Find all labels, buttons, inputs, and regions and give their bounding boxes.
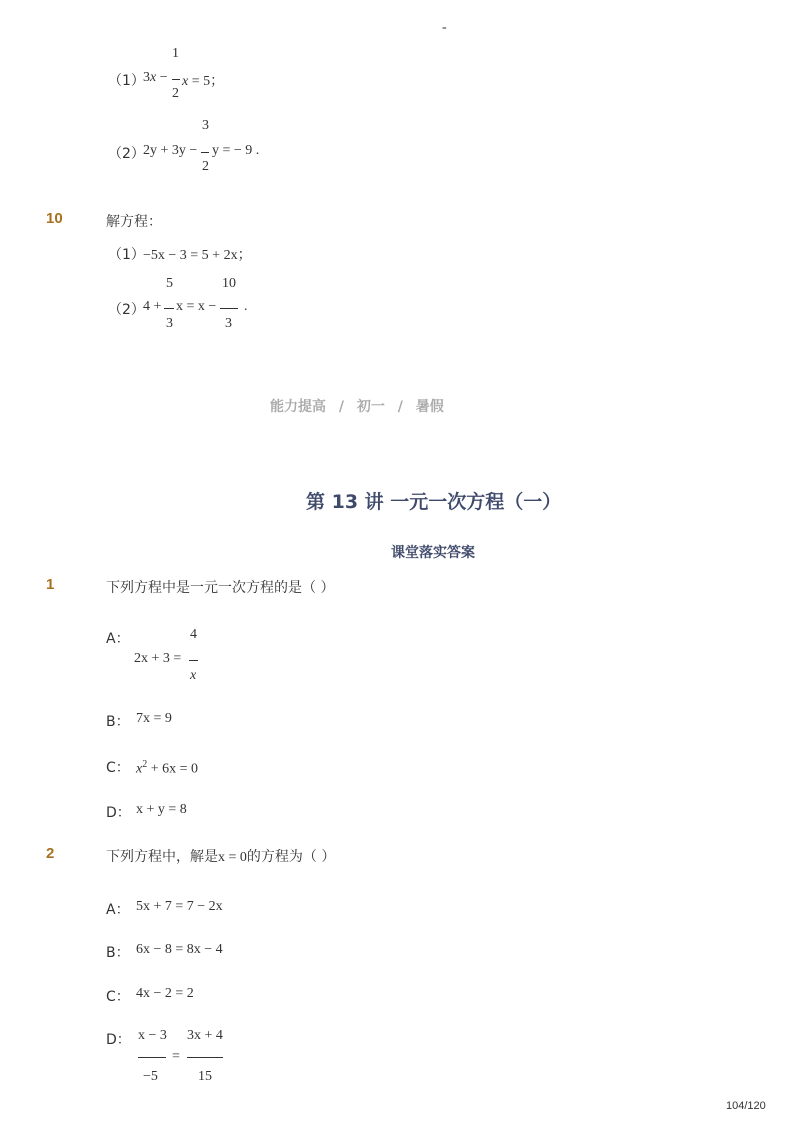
breadcrumb-separator: /: [397, 399, 403, 415]
q1-option-d-expr: x + y = 8: [136, 802, 187, 817]
q9-p1-right: x = 5；: [182, 74, 225, 89]
q10-p2-denominator-2: 3: [225, 316, 232, 331]
q1-option-c-expr: $x^2 + 6x = 0$: [136, 759, 199, 777]
q2-option-d-numerator-2: 3x + 4: [187, 1028, 223, 1043]
q9-p2-left: 2y + 3y −: [143, 143, 198, 158]
q9-p1-left: 3x −: [143, 70, 168, 85]
q10-p2-mid: x = x −: [176, 299, 217, 314]
q9-p1-numerator: 1: [172, 46, 179, 61]
q10-p2-label: （2）: [108, 302, 145, 318]
q1-option-c-label: C：: [106, 760, 130, 776]
q1-option-a-fraction-bar: [189, 660, 198, 661]
q2-text: 下列方程中，解是x = 0的方程为（ ）: [106, 849, 336, 865]
q1-option-d-label: D：: [106, 805, 131, 821]
q10-p2-numerator-2: 10: [222, 276, 236, 291]
section-title: 课堂落实答案: [391, 545, 475, 561]
q10-p2-fraction-bar-1: [164, 308, 174, 309]
q1-text: 下列方程中是一元一次方程的是（ ）: [106, 580, 335, 596]
q10-p1-expr: −5x − 3 = 5 + 2x；: [143, 248, 252, 263]
q2-option-c-label: C：: [106, 989, 130, 1005]
q10-number: 10: [46, 210, 63, 227]
q1-option-a-numerator: 4: [190, 627, 197, 642]
q2-option-d-equals: =: [172, 1049, 180, 1064]
q1-number: 1: [46, 576, 55, 593]
q2-number: 2: [46, 845, 55, 862]
lecture-title: 第 13 讲 一元一次方程（一）: [306, 491, 562, 513]
q1-option-b-expr: 7x = 9: [136, 711, 172, 726]
q2-option-d-numerator-1: x − 3: [138, 1028, 167, 1043]
q2-option-b-label: B：: [106, 945, 130, 961]
q9-p2-numerator: 3: [202, 118, 209, 133]
breadcrumb-separator: /: [338, 399, 344, 415]
q2-option-d-fraction-bar-1: [138, 1057, 166, 1058]
q2-option-c-expr: 4x − 2 = 2: [136, 986, 194, 1001]
q2-option-d-fraction-bar-2: [187, 1057, 223, 1058]
q9-p2-right: y = − 9 .: [212, 143, 260, 158]
breadcrumb: [270, 396, 444, 416]
q1-option-b-label: B：: [106, 714, 130, 730]
top-mark: -: [442, 20, 447, 35]
q10-prompt: 解方程：: [106, 214, 162, 230]
q1-option-a-left: 2x + 3 =: [134, 651, 182, 666]
q2-option-a-expr: 5x + 7 = 7 − 2x: [136, 899, 223, 914]
breadcrumb-level-3: 暑假: [415, 399, 444, 415]
breadcrumb-level-2: 初一: [356, 399, 385, 415]
q10-p2-numerator-1: 5: [166, 276, 173, 291]
q9-p2-fraction-bar: [201, 152, 209, 153]
q1-option-a-label: A：: [106, 631, 130, 647]
q2-option-a-label: A：: [106, 902, 130, 918]
q9-p2-denominator: 2: [202, 159, 209, 174]
q10-p2-denominator-1: 3: [166, 316, 173, 331]
q9-p1-fraction-bar: [172, 79, 180, 80]
q10-p2-end: .: [244, 299, 248, 314]
breadcrumb-level-1: 能力提高: [270, 399, 326, 415]
q9-p2-label: （2）: [108, 146, 145, 162]
q2-option-d-denominator-1: −5: [143, 1069, 158, 1084]
q1-option-a-denominator: x: [190, 668, 197, 683]
q2-option-b-expr: 6x − 8 = 8x − 4: [136, 942, 223, 957]
page-number: 104/120: [726, 1100, 766, 1112]
q2-option-d-denominator-2: 15: [198, 1069, 212, 1084]
q10-p2-fraction-bar-2: [220, 308, 238, 309]
q9-p1-label: （1）: [108, 73, 145, 89]
q10-p2-left: 4 +: [143, 299, 162, 314]
q9-p1-denominator: 2: [172, 86, 179, 101]
q2-option-d-label: D：: [106, 1032, 131, 1048]
q10-p1-label: （1）: [108, 247, 145, 263]
